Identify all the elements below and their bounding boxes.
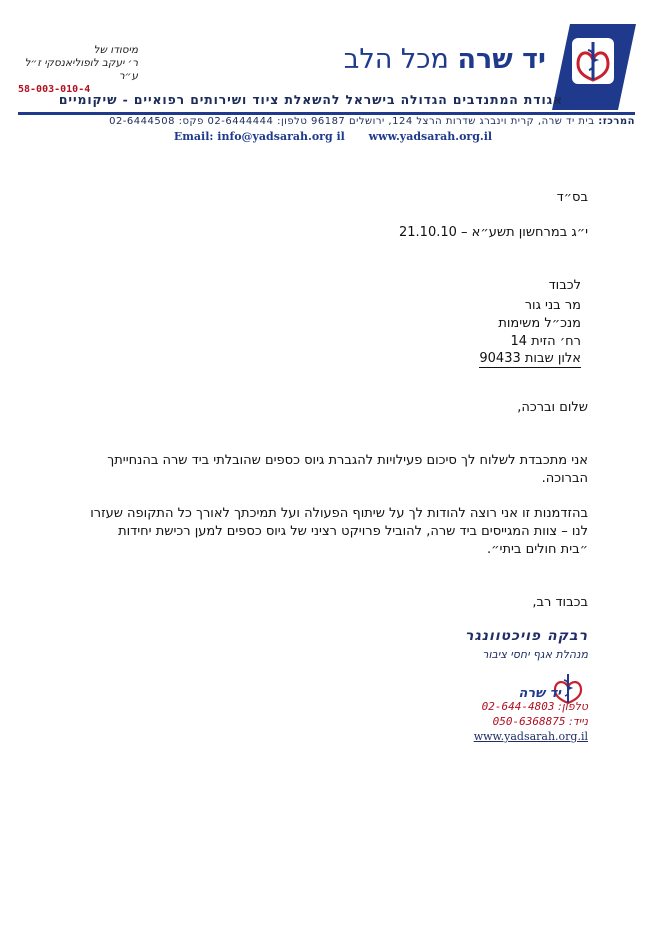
paragraph-2: בהזדמנות זו אני רוצה להודות לך על שיתוף הפעולה ועל תמיכתך לאורך כל התקופה שעזרו לנו – צוות המגייסים ביד שרה, להוביל פרויקט רציני של גיוס כספים למען רכישת יחידות ״בית חולים ביתי״. bbox=[90, 506, 588, 557]
registration-label: ע״ר bbox=[118, 70, 138, 82]
signature-org-name: יד שרה bbox=[518, 686, 561, 701]
founder-name: ר׳ יעקב לופוליאנסקי ז״ל bbox=[24, 57, 138, 69]
address-label: המרכז: bbox=[598, 116, 635, 127]
closing: בכבוד רב, bbox=[532, 595, 588, 610]
registration-number: 58-003-010-4 bbox=[18, 84, 91, 95]
phone-line bbox=[482, 700, 588, 713]
letter-date: י״ג במרחשון תשע״א – 21.10.10 bbox=[399, 225, 588, 240]
recipient-city: אלון שבות 90433 bbox=[479, 351, 581, 366]
email-link[interactable]: Email: info@yadsarah.org il bbox=[173, 130, 345, 143]
header-divider bbox=[18, 112, 635, 115]
greeting: שלום וברכה, bbox=[517, 400, 588, 415]
signatory-name: רבקה פויכטוונגר bbox=[465, 628, 588, 644]
address-line bbox=[18, 116, 635, 127]
mobile-line bbox=[493, 715, 588, 728]
address-text: בית יד שרה, קרית וינברג שדרות הרצל 124, ירושלים 96187 טלפון: 02-6444444 פקס: 02-6444508 bbox=[109, 116, 595, 127]
recipient-name: מר בני גור bbox=[524, 298, 581, 313]
recipient-street: רח׳ הזית 14 bbox=[510, 334, 581, 349]
mobile-label: נייד: bbox=[568, 715, 588, 728]
bsd-mark: בס״ד bbox=[556, 190, 588, 205]
signatory-title: מנהלת אגף יחסי ציבור bbox=[482, 648, 588, 661]
paragraph-1: אני מתכבדת לשלוח לך סיכום פעילויות להגברת גיוס כספים שהובלתי ביד שרה בהנחייתך הברוכה. bbox=[107, 453, 588, 486]
founder-block bbox=[18, 44, 138, 96]
website-link[interactable]: www.yadsarah.org.il bbox=[368, 130, 493, 143]
contact-web-line bbox=[0, 130, 666, 143]
recipient-title: מנכ״ל משימות bbox=[498, 316, 581, 331]
signature-website-link[interactable]: www.yadsarah.org.il bbox=[473, 730, 588, 743]
to-label: לכבוד bbox=[548, 278, 581, 293]
yad-sarah-logo bbox=[552, 24, 636, 110]
founder-line: מיסודו של bbox=[93, 44, 138, 56]
mobile-number: 050-6368875 bbox=[492, 715, 566, 728]
tagline: אגודת המתנדבים הגדולה בישראל להשאלת ציוד ושירותים רפואיים - שיקומיים bbox=[58, 92, 563, 107]
phone-label: טלפון: bbox=[558, 700, 588, 713]
organization-name: יד שרה מכל הלב bbox=[343, 44, 546, 75]
phone-number: 02-644-4803 bbox=[481, 700, 555, 713]
